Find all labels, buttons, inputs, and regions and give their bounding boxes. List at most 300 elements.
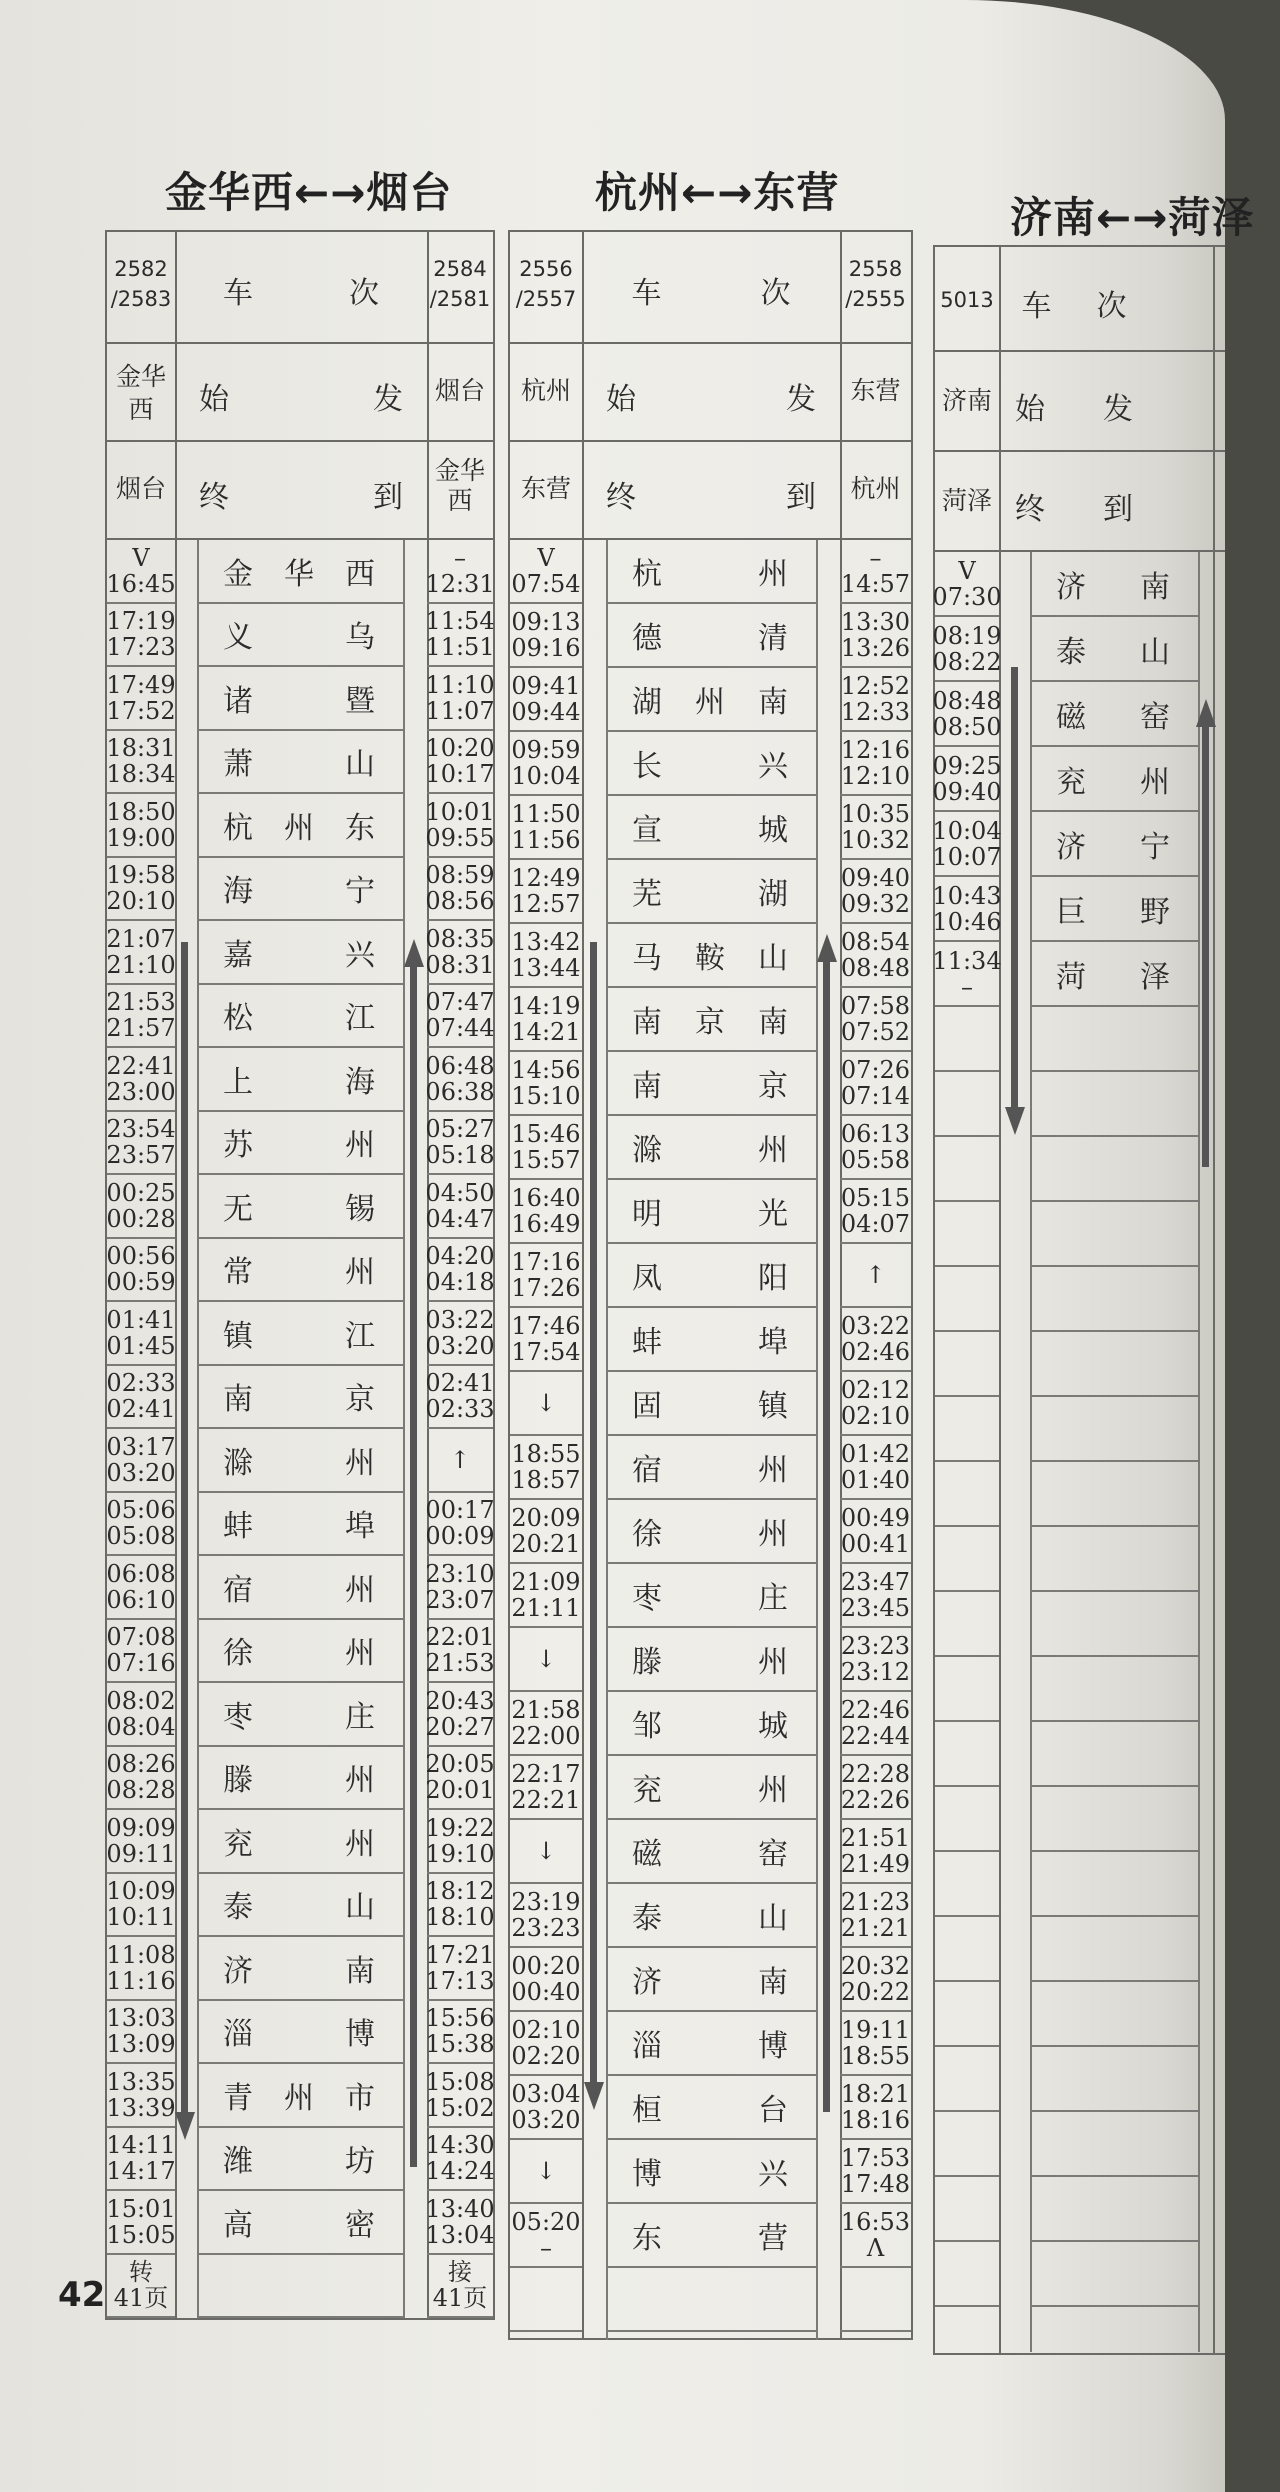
- time-value: 17:26: [511, 1274, 581, 1302]
- table1-header-dest: [107, 442, 493, 540]
- time-value: 16:53: [840, 2208, 911, 2236]
- time-value: 21:23: [840, 1888, 911, 1916]
- down-arrow: [590, 942, 597, 2082]
- station-name: [1032, 617, 1198, 682]
- time-cell: [840, 1756, 911, 1820]
- time-value: 17:54: [511, 1338, 581, 1366]
- station-name: [1032, 2242, 1198, 2307]
- time-value: 04:47: [425, 1204, 495, 1233]
- time-value: 17:21: [425, 1940, 495, 1969]
- station-name: [1032, 1267, 1198, 1332]
- station-name: [199, 667, 403, 731]
- station-char: 桓: [632, 2093, 662, 2128]
- time-cell: [107, 1112, 175, 1176]
- station-char: 州: [345, 1445, 375, 1481]
- station-char: 泽: [1140, 959, 1170, 995]
- time-cell: [840, 1436, 911, 1500]
- time-value: 07:14: [840, 1082, 911, 1110]
- station-name: [1032, 2112, 1198, 2177]
- time-value: 10:07: [932, 842, 1002, 871]
- label: 到: [786, 480, 816, 515]
- time-cell: [107, 2191, 175, 2255]
- station-char: 淄: [223, 2017, 253, 2053]
- divider: [582, 232, 584, 2338]
- time-value: 22:17: [511, 1760, 581, 1788]
- station-char: 南: [1140, 569, 1170, 605]
- time-cell: [427, 1302, 493, 1366]
- time-value: 18:31: [106, 734, 176, 763]
- table1-title: 金华西←→烟台: [165, 168, 453, 217]
- time-value: 13:09: [106, 2030, 176, 2059]
- time-value: 01:40: [840, 1466, 911, 1494]
- time-cell: [427, 2001, 493, 2065]
- time-cell: [107, 1556, 175, 1620]
- time-value: 21:53: [425, 1649, 495, 1678]
- time-cell: [427, 667, 493, 731]
- time-value: 03:22: [425, 1305, 495, 1334]
- time-cell: [840, 988, 911, 1052]
- time-value: 09:40: [932, 777, 1002, 806]
- station-name: [608, 540, 816, 604]
- station-name: [1032, 1787, 1198, 1852]
- up-arrow: [823, 962, 830, 2112]
- time-value: 09:09: [106, 1813, 176, 1842]
- time-cell: [510, 1180, 582, 1244]
- time-value: ↓: [535, 1389, 557, 1417]
- time-cell: [935, 1982, 999, 2047]
- time-cell: [107, 1683, 175, 1747]
- time-value: V: [537, 544, 555, 572]
- station-char: 磁: [1056, 699, 1086, 735]
- time-cell: [935, 2112, 999, 2177]
- time-value: 17:48: [840, 2170, 911, 2198]
- time-cell: [935, 1007, 999, 1072]
- time-value: 09:11: [106, 1839, 176, 1868]
- station-char: 州: [284, 810, 314, 846]
- time-cell: [107, 1048, 175, 1112]
- station-char: 兖: [223, 1826, 253, 1862]
- station-name: [608, 1052, 816, 1116]
- train-no: 2584: [433, 257, 487, 281]
- station-char: 松: [223, 1001, 253, 1037]
- time-value: 21:57: [106, 1014, 176, 1043]
- time-value: 12:10: [840, 762, 911, 790]
- time-cell: [935, 1657, 999, 1722]
- time-cell: [427, 2128, 493, 2192]
- time-value: 06:48: [425, 1051, 495, 1080]
- station-char: 常: [223, 1255, 253, 1291]
- station-name: [608, 1180, 816, 1244]
- station-char: 州: [345, 1128, 375, 1164]
- station-char: 兴: [758, 749, 788, 784]
- station-char: 义: [223, 620, 253, 656]
- station-name: [608, 1244, 816, 1308]
- time-cell: [840, 1692, 911, 1756]
- time-value: 10:01: [425, 797, 495, 826]
- page-number: 42: [58, 2275, 106, 2315]
- label: 次: [760, 276, 791, 311]
- time-value: 00:40: [511, 1978, 581, 2006]
- station-char: 宣: [632, 813, 662, 848]
- time-value: 19:00: [106, 823, 176, 852]
- station-name: [199, 2001, 403, 2065]
- time-value: 07:52: [840, 1018, 911, 1046]
- table2-header-dest: [510, 442, 911, 540]
- time-value: 02:12: [840, 1376, 911, 1404]
- station-char: 德: [632, 621, 662, 656]
- time-cell: [840, 1884, 911, 1948]
- train-no-label: [999, 281, 1149, 325]
- time-cell: [840, 2012, 911, 2076]
- time-cell: [840, 2140, 911, 2204]
- time-value: 13:26: [840, 634, 911, 662]
- time-value: 20:43: [425, 1686, 495, 1715]
- station-name: [199, 2128, 403, 2192]
- time-value: 18:55: [511, 1440, 581, 1468]
- time-value: 19:58: [106, 861, 176, 890]
- time-cell: [510, 1820, 582, 1884]
- time-cell: [107, 1175, 175, 1239]
- origin-left: 济南: [941, 386, 992, 415]
- station-name: [1032, 2177, 1198, 2242]
- table2-left-times: [510, 540, 582, 2340]
- label: 始: [606, 382, 636, 417]
- depart-label: [582, 374, 840, 418]
- dest-left: 菏泽: [941, 486, 992, 515]
- time-value: 13:39: [106, 2093, 176, 2122]
- station-name: [199, 1429, 403, 1493]
- station-char: 山: [1140, 634, 1170, 670]
- time-value: 08:59: [425, 861, 495, 890]
- station-name: [199, 1366, 403, 1430]
- table3-stations: [1030, 552, 1200, 2352]
- time-value: 02:33: [425, 1395, 495, 1424]
- time-cell: [935, 2242, 999, 2307]
- station-char: 长: [632, 749, 662, 784]
- time-value: 04:20: [425, 1242, 495, 1271]
- table2: [508, 230, 913, 2340]
- time-value: 08:02: [106, 1686, 176, 1715]
- station-name: [1032, 1072, 1198, 1137]
- time-cell: [935, 1267, 999, 1332]
- time-value: 20:01: [425, 1776, 495, 1805]
- station-name: [608, 1884, 816, 1948]
- time-cell: [510, 2076, 582, 2140]
- station-name: [199, 1937, 403, 2001]
- time-value: 23:00: [106, 1077, 176, 1106]
- time-cell: [107, 2255, 175, 2319]
- time-value: 10:35: [840, 800, 911, 828]
- time-value: 11:10: [425, 670, 495, 699]
- station-name: [1032, 1007, 1198, 1072]
- time-value: 15:46: [511, 1120, 581, 1148]
- time-value: 03:20: [511, 2106, 581, 2134]
- station-char: 山: [758, 1901, 788, 1936]
- origin-left: 杭州: [520, 376, 571, 405]
- station-char: 州: [345, 1572, 375, 1608]
- time-value: 18:16: [840, 2106, 911, 2134]
- time-cell: [510, 1692, 582, 1756]
- time-cell: [427, 2255, 493, 2319]
- time-cell: [840, 860, 911, 924]
- station-char: 萧: [223, 747, 253, 783]
- time-value: 17:49: [106, 670, 176, 699]
- station-char: 州: [695, 685, 725, 720]
- train-no: /2555: [845, 287, 906, 311]
- station-char: 苏: [223, 1128, 253, 1164]
- time-value: 09:55: [425, 823, 495, 852]
- time-value: 13:40: [425, 2194, 495, 2223]
- time-value: 23:47: [840, 1568, 911, 1596]
- dest-right-text: 金华西: [434, 456, 485, 515]
- time-value: 05:15: [840, 1184, 911, 1212]
- table2-header-train: [510, 232, 911, 344]
- time-value: 08:54: [840, 928, 911, 956]
- time-value: 23:23: [511, 1914, 581, 1942]
- station-char: 州: [284, 2080, 314, 2116]
- time-cell: [840, 1308, 911, 1372]
- table2-title: 杭州←→东营: [595, 168, 840, 217]
- station-char: 明: [632, 1197, 662, 1232]
- time-value: ↑: [865, 1261, 886, 1289]
- time-value: 13:42: [511, 928, 581, 956]
- station-name: [608, 924, 816, 988]
- table1-header-train: [107, 232, 493, 344]
- table1: [105, 230, 495, 2320]
- dest-left: 烟台: [115, 474, 166, 503]
- time-value: 09:59: [511, 736, 581, 764]
- station-name: [608, 604, 816, 668]
- label: 车: [1021, 289, 1052, 324]
- time-value: 19:22: [425, 1813, 495, 1842]
- table1-header-origin: [107, 344, 493, 442]
- time-value: 14:19: [511, 992, 581, 1020]
- time-value: 15:56: [425, 2004, 495, 2033]
- time-value: 21:21: [840, 1914, 911, 1942]
- time-value: 00:28: [106, 1204, 176, 1233]
- station-char: 泰: [223, 1890, 253, 1926]
- station-char: 东: [345, 810, 375, 846]
- time-cell: [510, 2140, 582, 2204]
- station-char: 杭: [632, 557, 662, 592]
- station-char: 宁: [1140, 829, 1170, 865]
- time-value: 11:50: [511, 800, 581, 828]
- table1-stations: [197, 540, 405, 2318]
- time-value: 13:44: [511, 954, 581, 982]
- time-cell: [935, 1397, 999, 1462]
- station-name: [608, 1756, 816, 1820]
- time-value: 01:42: [840, 1440, 911, 1468]
- station-char: 庄: [345, 1699, 375, 1735]
- station-name: [1032, 812, 1198, 877]
- time-value: 09:13: [511, 608, 581, 636]
- station-char: 滁: [632, 1133, 662, 1168]
- station-char: 兖: [632, 1773, 662, 1808]
- time-cell: [510, 1628, 582, 1692]
- station-char: 济: [1056, 829, 1086, 865]
- time-cell: [932, 617, 1002, 682]
- time-value: 00:25: [106, 1178, 176, 1207]
- station-char: 山: [345, 1890, 375, 1926]
- time-value: 21:11: [511, 1594, 581, 1622]
- station-name: [1032, 1527, 1198, 1592]
- time-cell: [107, 1747, 175, 1811]
- station-name: [1032, 1137, 1198, 1202]
- time-value: 12:16: [840, 736, 911, 764]
- station-name: [608, 2012, 816, 2076]
- station-char: 州: [758, 1517, 788, 1552]
- station-name: [199, 1302, 403, 1366]
- time-cell: [935, 1072, 999, 1137]
- time-cell: [427, 921, 493, 985]
- station-char: 窑: [1140, 699, 1170, 735]
- train-no-label: [175, 268, 427, 312]
- dest-right: 杭州: [850, 474, 901, 503]
- station-char: 州: [758, 1645, 788, 1680]
- time-cell: [510, 604, 582, 668]
- station-char: 宁: [345, 874, 375, 910]
- station-char: 窑: [758, 1837, 788, 1872]
- station-char: 济: [1056, 569, 1086, 605]
- station-name: [1032, 1982, 1198, 2047]
- station-char: 江: [345, 1318, 375, 1354]
- station-char: 江: [345, 1001, 375, 1037]
- time-value: 09:25: [932, 751, 1002, 780]
- time-value: 22:21: [511, 1786, 581, 1814]
- time-value: 14:11: [106, 2131, 176, 2160]
- station-char: 固: [632, 1389, 662, 1424]
- time-cell: [932, 812, 1002, 877]
- time-value: 03:17: [106, 1432, 176, 1461]
- time-cell: [427, 604, 493, 668]
- time-cell: [840, 2268, 911, 2332]
- train-no: 2558: [848, 257, 903, 281]
- time-value: 06:38: [425, 1077, 495, 1106]
- station-char: 野: [1140, 894, 1170, 930]
- time-value: 05:58: [840, 1146, 911, 1174]
- station-char: 南: [758, 1965, 788, 2000]
- station-name: [608, 2268, 816, 2332]
- time-cell: [935, 1462, 999, 1527]
- time-cell: [427, 1239, 493, 1303]
- time-cell: [840, 2204, 911, 2268]
- station-char: 蚌: [223, 1509, 253, 1545]
- time-value: 15:38: [425, 2030, 495, 2059]
- station-name: [608, 1372, 816, 1436]
- time-value: 20:22: [840, 1978, 911, 2006]
- time-cell: [510, 1052, 582, 1116]
- station-char: 山: [758, 941, 788, 976]
- time-value: 11:16: [106, 1966, 176, 1995]
- label: 终: [606, 480, 636, 515]
- time-value: 14:56: [511, 1056, 581, 1084]
- divider: [1213, 247, 1215, 2353]
- up-arrow: [1202, 727, 1209, 1167]
- time-value: 06:13: [840, 1120, 911, 1148]
- time-cell: [935, 1137, 999, 1202]
- time-value: 41页: [113, 2284, 169, 2313]
- time-cell: [107, 1366, 175, 1430]
- time-cell: [427, 1556, 493, 1620]
- station-char: 营: [758, 2221, 788, 2256]
- time-value: 17:16: [511, 1248, 581, 1276]
- station-char: 邹: [632, 1709, 662, 1744]
- time-cell: [510, 668, 582, 732]
- station-name: [1032, 1722, 1198, 1787]
- time-value: –: [454, 543, 466, 572]
- time-cell: [107, 1874, 175, 1938]
- time-value: 04:07: [840, 1210, 911, 1238]
- station-name: [1032, 877, 1198, 942]
- time-cell: [510, 1948, 582, 2012]
- time-value: ↓: [535, 1645, 557, 1673]
- station-name: [608, 1692, 816, 1756]
- time-value: 08:48: [840, 954, 911, 982]
- time-cell: [427, 1937, 493, 2001]
- table1-train-left: [107, 254, 175, 314]
- train-no-label: [582, 268, 840, 312]
- time-cell: [107, 731, 175, 795]
- time-cell: [840, 732, 911, 796]
- down-arrowhead: [175, 2112, 195, 2140]
- time-value: 05:18: [425, 1141, 495, 1170]
- time-value: 17:13: [425, 1966, 495, 1995]
- time-value: 20:21: [511, 1530, 581, 1558]
- station-name: [199, 731, 403, 795]
- time-value: 03:04: [511, 2080, 581, 2108]
- station-char: 台: [758, 2093, 788, 2128]
- time-value: 03:20: [106, 1458, 176, 1487]
- station-char: 潍: [223, 2144, 253, 2180]
- time-value: 16:45: [106, 569, 176, 598]
- time-cell: [427, 1810, 493, 1874]
- time-value: 23:54: [106, 1115, 176, 1144]
- time-value: 22:44: [840, 1722, 911, 1750]
- table3-left-times: [932, 552, 1002, 2352]
- label: 发: [786, 382, 816, 417]
- time-value: 06:08: [106, 1559, 176, 1588]
- time-value: 11:08: [106, 1940, 176, 1969]
- station-char: 嘉: [223, 937, 253, 973]
- time-value: 11:54: [425, 607, 495, 636]
- time-cell: [107, 1937, 175, 2001]
- time-cell: [510, 732, 582, 796]
- station-char: 州: [1140, 764, 1170, 800]
- time-cell: [840, 796, 911, 860]
- time-value: 08:48: [932, 686, 1002, 715]
- table3-header-origin: [935, 352, 1225, 452]
- station-char: 湖: [758, 877, 788, 912]
- station-char: 金: [223, 556, 253, 592]
- time-value: 23:10: [425, 1559, 495, 1588]
- station-char: 州: [345, 1636, 375, 1672]
- station-name: [1032, 1852, 1198, 1917]
- station-char: 乌: [345, 620, 375, 656]
- station-char: 芜: [632, 877, 662, 912]
- train-no: /2557: [515, 287, 577, 311]
- time-value: 08:28: [106, 1776, 176, 1805]
- time-value: 18:10: [425, 1903, 495, 1932]
- time-cell: [510, 2268, 582, 2332]
- time-cell: [427, 1620, 493, 1684]
- time-value: 13:04: [425, 2220, 495, 2249]
- train-no: 2582: [114, 257, 168, 281]
- time-value: 02:41: [106, 1395, 176, 1424]
- table3-title: 济南←→菏泽: [1010, 193, 1255, 242]
- time-cell: [107, 540, 175, 604]
- time-cell: [107, 1429, 175, 1493]
- time-value: 00:41: [840, 1530, 911, 1558]
